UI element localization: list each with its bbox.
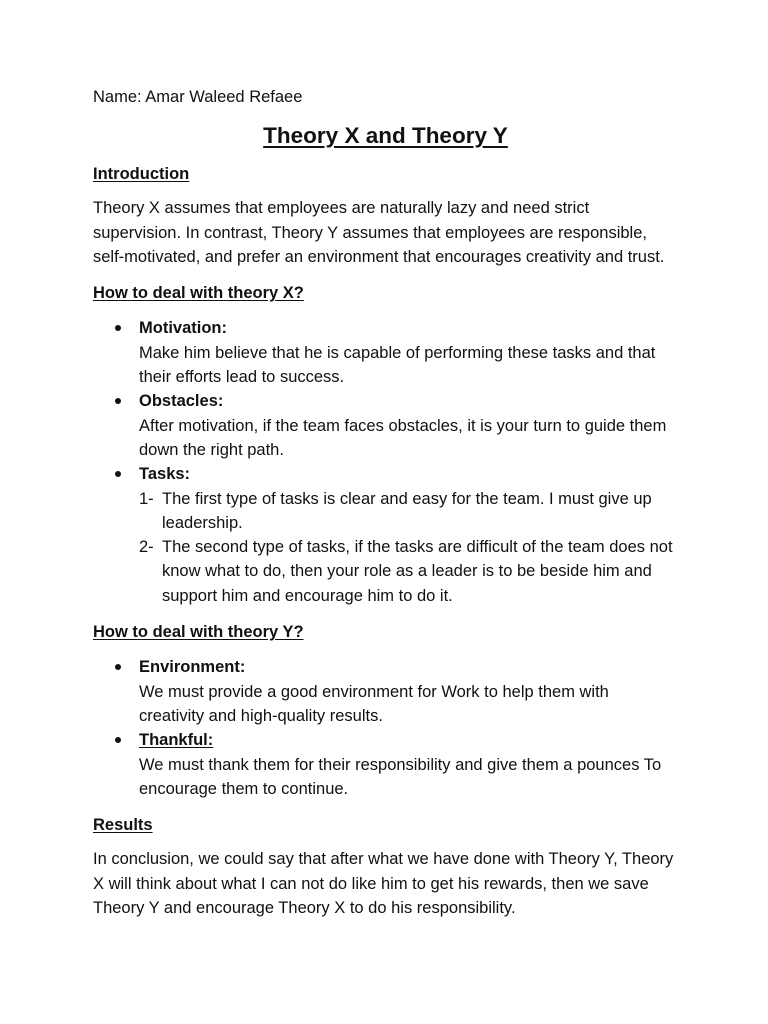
list-item [139,316,678,389]
document-title: Theory X and Theory Y [263,123,508,148]
bullet-text: After motivation, if the team faces obstacles, it is your turn to guide them down the right path. [139,416,667,459]
item-text: The second type of tasks, if the tasks are difficult of the team does not know what to do, then your role as a leader is to be beside him and support him and encourage him to do it. [162,538,673,605]
bullet-dot-icon [115,398,121,404]
numbered-item [139,535,678,608]
tasks-numbered-list [139,487,678,608]
bullet-text: We must provide a good environment for Work to help them with creativity and high-quality results. [139,682,609,725]
author-name: Name: Amar Waleed Refaee [93,88,303,106]
list-item [139,389,678,462]
bullet-title: Environment: [139,658,246,677]
bullet-title: Tasks: [139,465,191,484]
list-item [139,462,678,608]
bullet-title: Motivation: [139,319,227,338]
item-text: The first type of tasks is clear and easy for the team. I must give up leadership. [162,489,652,532]
bullet-text: Make him believe that he is capable of performing these tasks and that their efforts lead to success. [139,343,656,387]
results-text: In conclusion, we could say that after what we have done with Theory Y, Theory X will think about what I can not do like him to get his rewards, then we save Theory Y and encourage Theory X to do his responsibility. [93,850,674,918]
theory-x-list [93,316,678,608]
list-item [139,728,678,801]
results-heading: Results [93,816,153,835]
numbered-item [139,487,678,536]
theory-y-list [93,655,678,801]
item-number: 2- [139,538,154,557]
introduction-text: Theory X assumes that employees are naturally lazy and need strict supervision. In contrast, Theory Y assumes that employees are responsible, self-motivated, and prefer an environment that encourages creativity and trust. [93,199,665,266]
theory-y-heading: How to deal with theory Y? [93,623,304,642]
bullet-dot-icon [115,471,121,477]
bullet-dot-icon [115,325,121,331]
bullet-text: We must thank them for their responsibility and give them a pounces To encourage them to continue. [139,755,662,798]
bullet-title: Obstacles: [139,392,224,411]
list-item [139,655,678,728]
theory-x-heading: How to deal with theory X? [93,284,304,303]
introduction-heading: Introduction [93,165,190,183]
item-number: 1- [139,489,154,508]
bullet-dot-icon [115,664,121,670]
bullet-title: Thankful: [139,731,214,750]
bullet-dot-icon [115,737,121,743]
